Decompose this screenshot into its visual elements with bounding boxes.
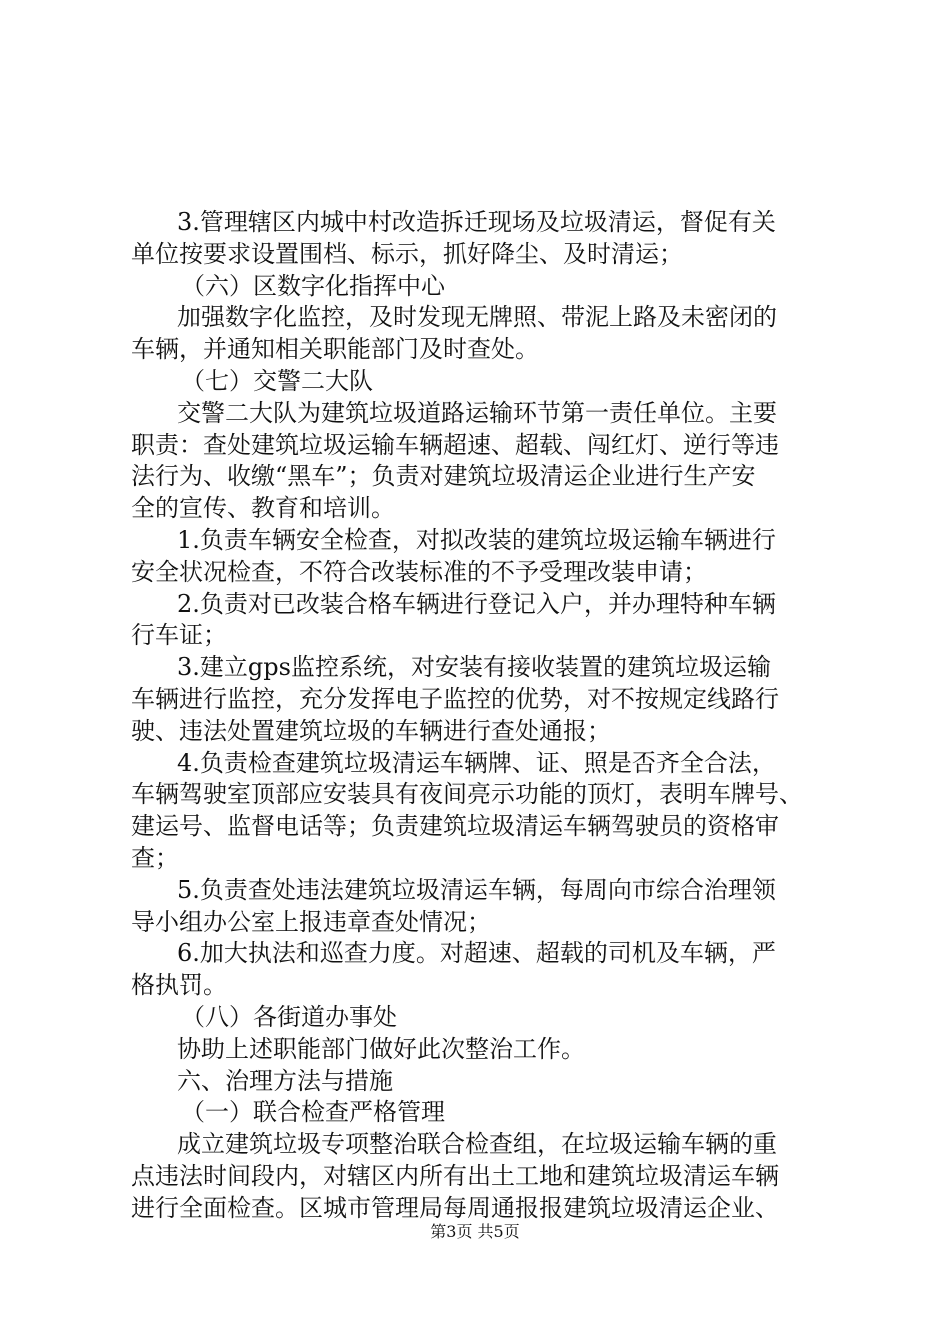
paragraph-line: 点违法时间段内，对辖区内所有出土工地和建筑垃圾清运车辆	[131, 1161, 779, 1190]
paragraph-line: 车辆进行监控，充分发挥电子监控的优势，对不按规定线路行	[131, 684, 779, 713]
paragraph-line: 协助上述职能部门做好此次整治工作。	[177, 1034, 585, 1063]
paragraph-line: 5.负责查处违法建筑垃圾清运车辆，每周向市综合治理领	[177, 875, 776, 904]
paragraph-line: 6.加大执法和巡查力度。对超速、超载的司机及车辆，严	[177, 939, 776, 968]
paragraph-line: 建运号、监督电话等；负责建筑垃圾清运车辆驾驶员的资格审	[131, 812, 779, 841]
section-heading: （八）各街道办事处	[181, 1002, 397, 1031]
paragraph-line: 导小组办公室上报违章查处情况；	[131, 907, 491, 936]
paragraph-line: 安全状况检查，不符合改装标准的不予受理改装申请；	[131, 557, 707, 586]
paragraph-line: 3.管理辖区内城中村改造拆迁现场及垃圾清运，督促有关	[177, 208, 776, 236]
page-number-footer: 第3页 共5页	[430, 1222, 520, 1241]
section-heading: （一）联合检查严格管理	[181, 1098, 445, 1127]
paragraph-line: 全的宣传、教育和培训。	[131, 494, 395, 523]
paragraph-line: 成立建筑垃圾专项整治联合检查组，在垃圾运输车辆的重	[177, 1130, 777, 1159]
paragraph-line: 加强数字化监控，及时发现无牌照、带泥上路及未密闭的	[177, 303, 777, 332]
paragraph-line: 3.建立gps监控系统，对安装有接收装置的建筑垃圾运输	[177, 653, 771, 682]
paragraph-line: 单位按要求设置围档、标示，抓好降尘、及时清运；	[131, 239, 683, 268]
paragraph-line: 交警二大队为建筑垃圾道路运输环节第一责任单位。主要	[177, 398, 777, 427]
section-heading: （七）交警二大队	[181, 366, 373, 395]
paragraph-line: 职责：查处建筑垃圾运输车辆超速、超载、闯红灯、逆行等违	[131, 430, 779, 459]
paragraph-line: 法行为、收缴“黑车”；负责对建筑垃圾清运企业进行生产安	[131, 462, 756, 491]
paragraph-line: 车辆驾驶室顶部应安装具有夜间亮示功能的顶灯，表明车牌号、	[131, 780, 803, 809]
paragraph-line: 驶、违法处置建筑垃圾的车辆进行查处通报；	[131, 716, 611, 745]
document-body	[131, 207, 831, 1225]
paragraph-line: 4.负责检查建筑垃圾清运车辆牌、证、照是否齐全合法，	[177, 748, 776, 777]
paragraph-line: 2.负责对已改装合格车辆进行登记入户，并办理特种车辆	[177, 589, 776, 618]
paragraph-line: 格执罚。	[131, 971, 227, 1000]
paragraph-line: 行车证；	[131, 621, 227, 650]
paragraph-line: 车辆，并通知相关职能部门及时查处。	[131, 335, 539, 364]
paragraph-line: 进行全面检查。区城市管理局每周通报报建筑垃圾清运企业、	[131, 1193, 779, 1222]
paragraph-line: 查；	[131, 843, 179, 872]
paragraph-line: 1.负责车辆安全检查，对拟改装的建筑垃圾运输车辆进行	[177, 525, 776, 554]
section-heading: 六、治理方法与措施	[177, 1066, 393, 1095]
section-heading: （六）区数字化指挥中心	[181, 271, 445, 300]
